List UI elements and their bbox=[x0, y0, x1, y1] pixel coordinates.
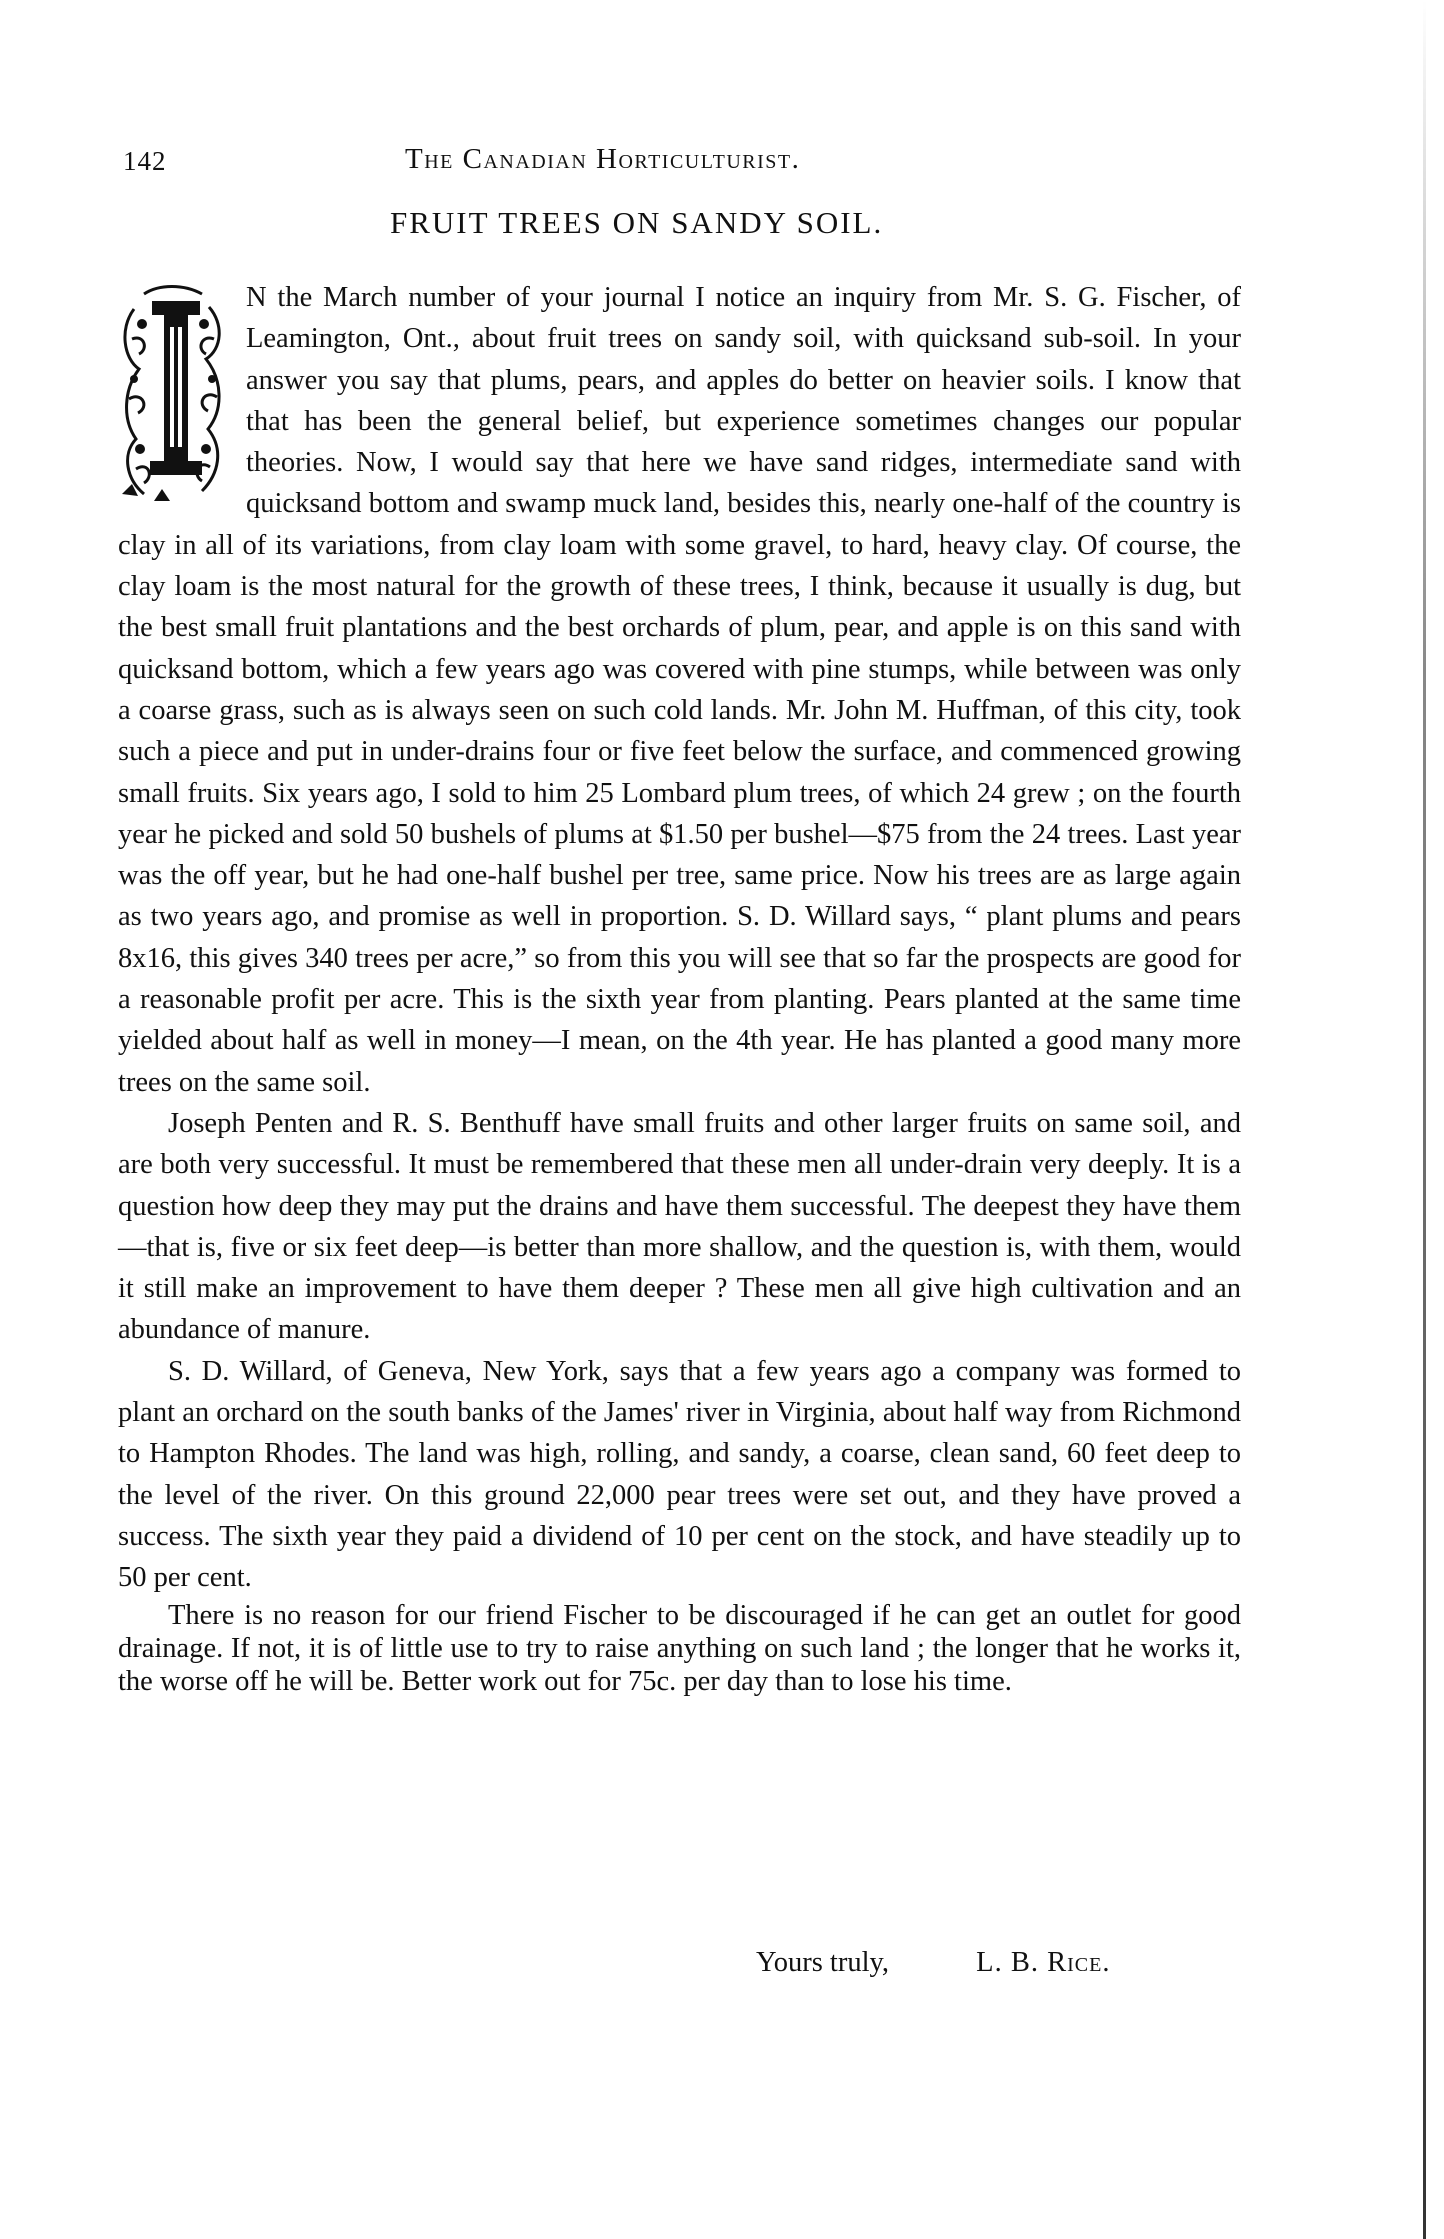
page-number: 142 bbox=[123, 146, 167, 176]
closing: Yours truly, bbox=[756, 1947, 890, 1978]
paragraph-2: Joseph Penten and R. S. Benthuff have small fruits and other larger fruits on same soil, and are both very successful. It must be remembered that these men all under-drain very deeply. It is a question how deep they may put the drains and have them successful. The deepest they have them—that is, five or six feet deep—is better than more shallow, and the question is, with them, would it still make an improvement to have them deeper ? These men all give high cultivation and an abundance of manure. bbox=[118, 1107, 1241, 1346]
running-head: The Canadian Horticulturist. bbox=[405, 143, 801, 175]
author-name: L. B. Rice. bbox=[976, 1947, 1111, 1978]
article-body bbox=[118, 277, 1241, 1698]
paragraph-3: S. D. Willard, of Geneva, New York, says that a few years ago a company was formed to plant an orchard on the south banks of the James' river in Virginia, about half way from Richmond to Hampton Rhodes. The land was high, rolling, and sandy, a coarse, clean sand, 60 feet deep to the level of the river. On this ground 22,000 pear trees were set out, and they have proved a success. The sixth year they paid a dividend of 10 per cent on the stock, and have steadily up to 50 per cent. bbox=[118, 1355, 1241, 1594]
paragraph-1: N the March number of your journal I notice an inquiry from Mr. S. G. Fischer, of Leamington, Ont., about fruit trees on sandy soil, with quicksand sub-soil. In your answer you say that plums, pears, and apples do better on heavier soils. I know that that has been the general belief, but experience sometimes changes our popular theories. Now, I would say that here we have sand ridges, intermediate sand with quicksand bottom and swamp muck land, besides this, nearly one-half of the country is clay in all of its variations, from clay loam with some gravel, to hard, heavy clay. Of course, the clay loam is the most natural for the growth of these trees, I think, because it usually is dug, but the best small fruit plantations and the best orchards of plum, pear, and apple is on this sand with quicksand bottom, which a few years ago was covered with pine stumps, while between was only a coarse grass, such as is always seen on such cold lands. Mr. John M. Huffman, of this city, took such a piece and put in under-drains four or five feet below the surface, and commenced growing small fruits. Six years ago, I sold to him 25 Lombard plum trees, of which 24 grew ; on the fourth year he picked and sold 50 bushels of plums at $1.50 per bushel—$75 from the 24 trees. Last year was the off year, but he had one-half bushel per tree, same price. Now his trees are as large again as two years ago, and promise as well in proportion. S. D. Willard says, “ plant plums and pears 8x16, this gives 340 trees per acre,” so from this you will see that so far the prospects are good for a reasonable profit per acre. This is the sixth year from planting. Pears planted at the same time yielded about half as well in money—I mean, on the 4th year. He has planted a good many more trees on the same soil. bbox=[118, 282, 1241, 1098]
ornamental-dropcap-icon bbox=[114, 279, 232, 511]
paragraph-4: There is no reason for our friend Fischer to be discouraged if he can get an outlet for good drainage. If not, it is of little use to try to raise anything on such land ; the longer that he works it, the worse off he will be. Better work out for 75c. per day than to lose his time. bbox=[118, 1599, 1241, 1697]
page-edge-shadow bbox=[1423, 0, 1426, 2239]
article-title: FRUIT TREES ON SANDY SOIL. bbox=[390, 205, 884, 240]
signoff bbox=[756, 1947, 1110, 1979]
